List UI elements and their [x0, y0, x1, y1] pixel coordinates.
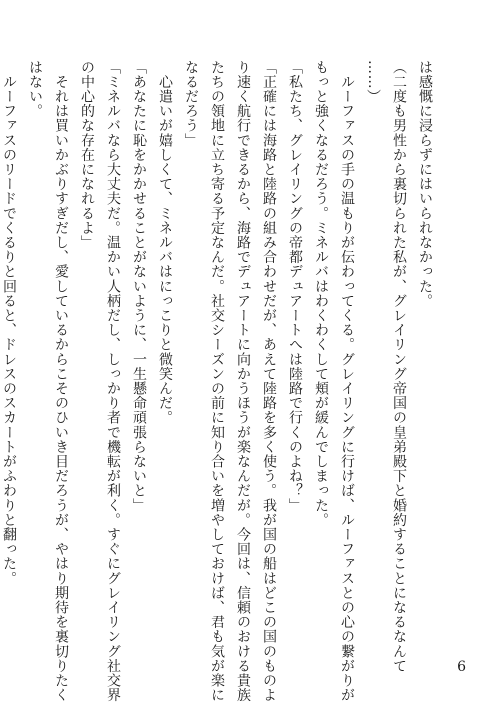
text-line: 「あなたに恥をかかせることがないように、一生懸命頑張らないと」: [131, 60, 147, 513]
text-line: （二度も男性から裏切られた私が、グレイリング帝国の皇弟殿下と婚約することになるなんて: [391, 60, 407, 674]
text-line: の中心的な存在になれるよ」: [79, 60, 95, 250]
text-line: 「私たち、グレイリングの帝都デュアートへは陸路で行くのよね？」: [287, 60, 303, 513]
text-line: それは買いかぶりすぎだし、愛しているからこそのひいき目だろうが、やはり期待を裏切りたく: [53, 60, 69, 703]
text-line: はない。: [27, 60, 43, 119]
vertical-text-block: [1, 60, 438, 703]
text-line: ルーファスの手の温もりが伝わってくる。グレイリングに行けば、ルーファスとの心の繋がりが: [339, 60, 355, 703]
text-line: り速く航行できるから、海路でデュアートに向かうほうが楽なんだが。今回は、信頼のおける貴族: [235, 60, 251, 703]
text-line: 心遣いが嬉しくて、ミネルバはにっこりと微笑んだ。: [157, 60, 173, 425]
text-line: ……）: [365, 60, 381, 104]
text-line: 「正確には海路と陸路の組み合わせだが、あえて陸路を多く使う。我が国の船はどこの国のものよ: [261, 60, 277, 703]
text-line: たちの領地に立ち寄る予定なんだ。社交シーズンの前に知り合いを増やしておけば、君も気が楽に: [209, 60, 225, 703]
text-line: ルーファスのリードでくるりと回ると、ドレスのスカートがふわりと翻った。: [1, 60, 17, 586]
page-number: 6: [457, 659, 466, 675]
text-line: 「ミネルバなら大丈夫だ。温かい人柄だし、しっかり者で機転が利く。すぐにグレイリング社交界: [105, 60, 121, 703]
text-line: なるだろう」: [183, 60, 199, 148]
text-line: は感慨に浸らずにはいられなかった。: [417, 60, 433, 309]
text-line: もっと強くなるだろう。ミネルバはわくわくして頬が緩んでしまった。: [313, 60, 329, 528]
